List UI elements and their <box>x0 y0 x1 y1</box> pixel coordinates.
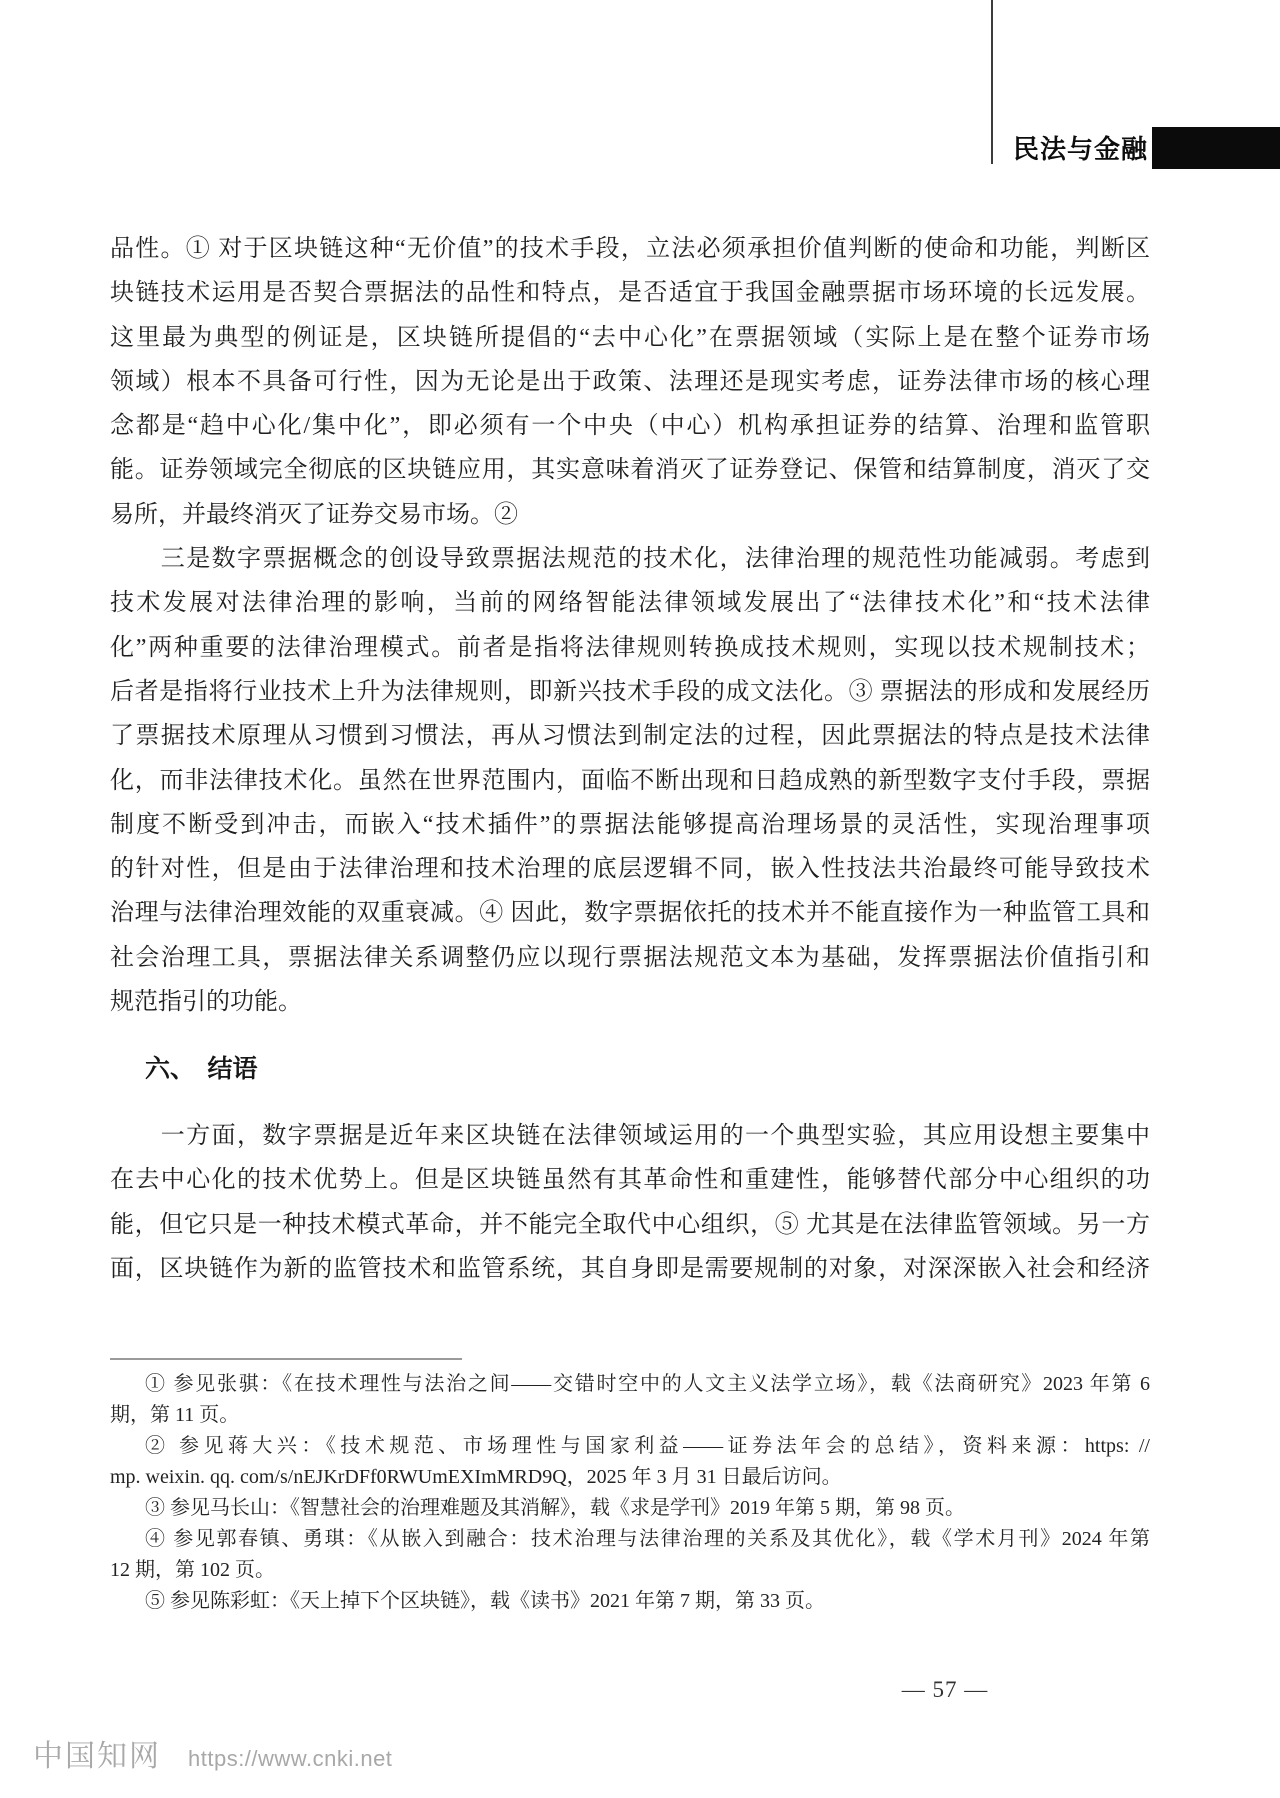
text-line: 12 期，第 102 页。 <box>110 1559 275 1581</box>
text-line: ② 参见蒋大兴：《技术规范、市场理性与国家利益——证券法年会的总结》，资料来源：https: // <box>145 1435 1150 1457</box>
text-line: 化，而非法律技术化。虽然在世界范围内，面临不断出现和日趋成熟的新型数字支付手段，票据 <box>110 767 1150 794</box>
text-line: ⑤ 参见陈彩虹：《天上掉下个区块链》，载《读书》2021 年第 7 期，第 33 页。 <box>145 1590 825 1612</box>
text-line: 在去中心化的技术优势上。但是区块链虽然有其革命性和重建性，能够替代部分中心组织的功 <box>110 1167 1150 1194</box>
text-line: 三是数字票据概念的创设导致票据法规范的技术化，法律治理的规范性功能减弱。考虑到 <box>110 546 1150 573</box>
text-line: 了票据技术原理从习惯到习惯法，再从习惯法到制定法的过程，因此票据法的特点是技术法律 <box>110 723 1150 750</box>
text-line: 品性。① 对于区块链这种“无价值”的技术手段，立法必须承担价值判断的使命和功能，判断区 <box>110 236 1150 262</box>
body-paragraph <box>110 1114 1150 1291</box>
text-line: ③ 参见马长山：《智慧社会的治理难题及其消解》，载《求是学刊》2019 年第 5 期，第 98 页。 <box>145 1497 965 1519</box>
section-heading: 六、 结语 <box>145 1056 258 1083</box>
text-line: 能，但它只是一种技术模式革命，并不能完全取代中心组织，⑤ 尤其是在法律监管领域。另一方 <box>110 1211 1150 1238</box>
footnote <box>110 1369 1150 1431</box>
text-line: 化”两种重要的法律治理模式。前者是指将法律规则转换成技术规则，实现以技术规制技术； <box>110 634 1150 661</box>
text-line: 的针对性，但是由于法律治理和技术治理的底层逻辑不同，嵌入性技法共治最终可能导致技术 <box>110 856 1150 883</box>
header-section-label: 民法与金融 <box>1013 135 1149 164</box>
text-line: 社会治理工具，票据法律关系调整仍应以现行票据法规范文本为基础，发挥票据法价值指引和 <box>110 944 1150 971</box>
footnote <box>110 1524 1150 1586</box>
text-line: 面，区块链作为新的监管技术和监管系统，其自身即是需要规制的对象，对深深嵌入社会和经济 <box>110 1255 1150 1282</box>
cnki-brand-text: 中国知网 <box>33 1740 161 1773</box>
cnki-url-text: https://www.cnki.net <box>188 1746 393 1771</box>
text-line: 技术发展对法律治理的影响，当前的网络智能法律领域发展出了“法律技术化”和“技术法律 <box>110 590 1150 617</box>
text-line: 期，第 11 页。 <box>110 1404 240 1426</box>
text-line: 能。证券领域完全彻底的区块链应用，其实意味着消灭了证券登记、保管和结算制度，消灭了交 <box>110 457 1150 484</box>
text-line: 治理与法律治理效能的双重衰减。④ 因此，数字票据依托的技术并不能直接作为一种监管工具和 <box>110 900 1150 927</box>
text-line: 念都是“趋中心化/集中化”，即必须有一个中央（中心）机构承担证券的结算、治理和监管职 <box>110 413 1150 440</box>
footnote <box>110 1431 1150 1493</box>
text-line: 这里最为典型的例证是，区块链所提倡的“去中心化”在票据领域（实际上是在整个证券市场 <box>110 324 1150 351</box>
footnote-divider <box>110 1358 462 1360</box>
text-line: 领域）根本不具备可行性，因为无论是出于政策、法理还是现实考虑，证券法律市场的核心理 <box>110 368 1150 395</box>
text-line: 规范指引的功能。 <box>110 989 302 1016</box>
text-line: 块链技术运用是否契合票据法的品性和特点，是否适宜于我国金融票据市场环境的长远发展。 <box>110 280 1150 307</box>
text-line: 制度不断受到冲击，而嵌入“技术插件”的票据法能够提高治理场景的灵活性，实现治理事项 <box>110 811 1150 838</box>
body-paragraph <box>110 227 1150 537</box>
text-line: ① 参见张骐：《在技术理性与法治之间——交错时空中的人文主义法学立场》，载《法商研究》2023 年第 6 <box>145 1373 1150 1395</box>
text-line: mp. weixin. qq. com/s/nEJKrDFf0RWUmEXImMRD9Q，2025 年 3 月 31 日最后访问。 <box>110 1466 842 1488</box>
page-number: — 57 — <box>901 1677 989 1702</box>
text-line: 易所，并最终消灭了证券交易市场。② <box>110 501 518 528</box>
footnote <box>110 1493 1150 1524</box>
text-line: 后者是指将行业技术上升为法律规则，即新兴技术手段的成文法化。③ 票据法的形成和发展经历 <box>110 678 1150 705</box>
footnotes <box>110 1369 1150 1617</box>
footnote <box>110 1586 1150 1617</box>
footer <box>33 1731 392 1775</box>
header-black-bar <box>1152 127 1280 169</box>
text-line: 一方面，数字票据是近年来区块链在法律领域运用的一个典型实验，其应用设想主要集中 <box>110 1123 1150 1149</box>
header-divider-line <box>991 0 993 164</box>
text-line: ④ 参见郭春镇、勇琪：《从嵌入到融合：技术治理与法律治理的关系及其优化》，载《学术月刊》2024 年第 <box>145 1528 1150 1550</box>
body-paragraph <box>110 537 1150 1024</box>
article-body <box>110 227 1150 1024</box>
